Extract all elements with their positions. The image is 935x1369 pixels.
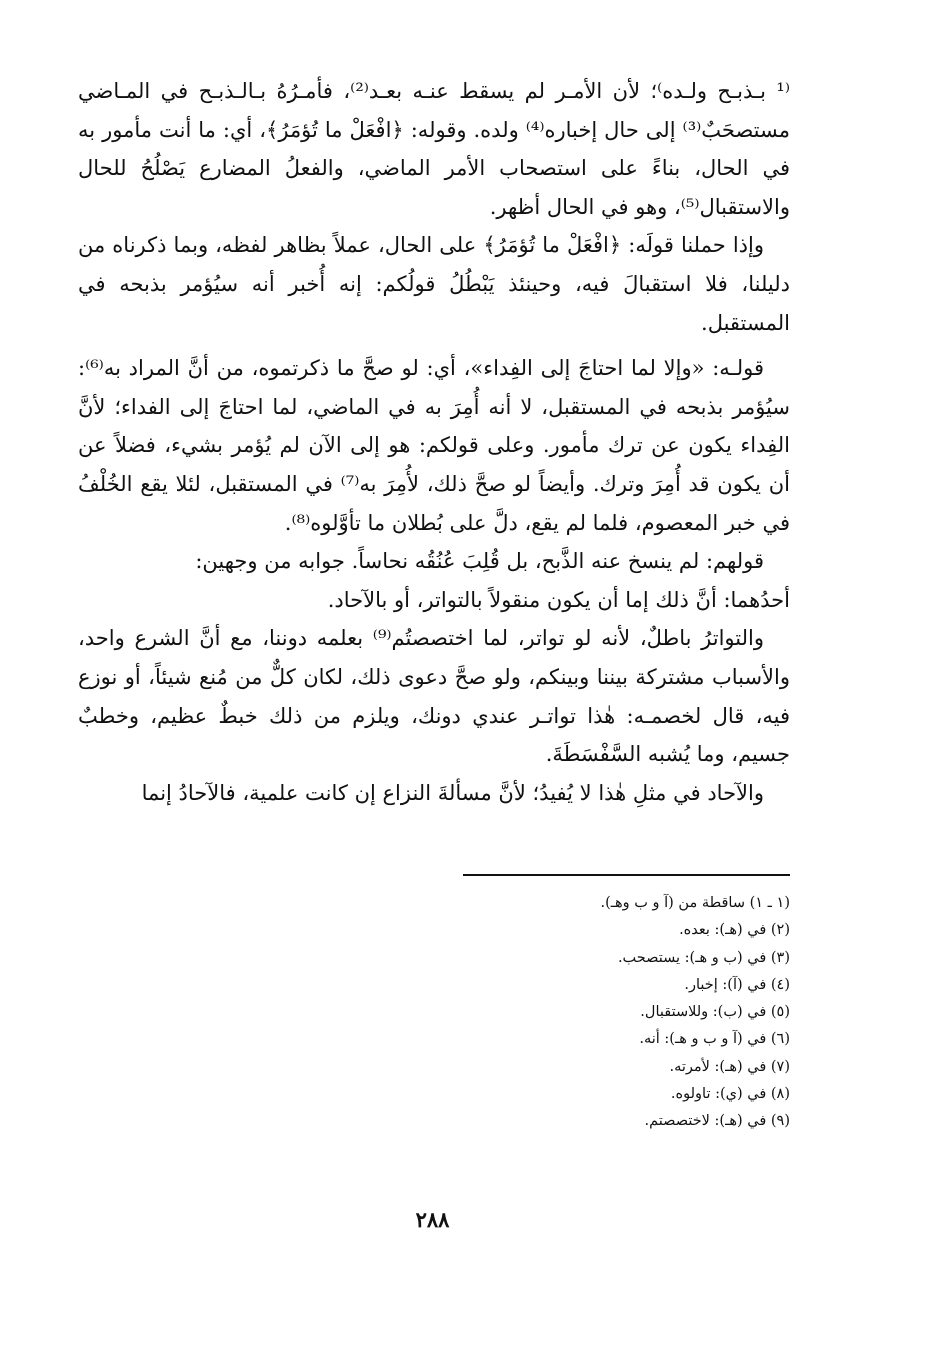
footnote-item: (٣) في (ب و هـ): يستصحب. bbox=[617, 949, 790, 966]
paragraph: قولـه: «وإلا لما احتاجَ إلى الفِداء»، أي: لو صحَّ ما ذكرتموه، من أنَّ المراد به⁽⁶⁾: سيُؤمر بذبحه في المستقبل، لا أنه أُمِرَ به في الماضي، لما احتاجَ إلى الفداء؛ لأنَّ الفِداء يكون عن ترك مأمور. وعلى قولكم: هو إلى الآن لم يُؤمر بشيء، فضلاً عن أن يكون قد أُمِرَ وترك. وأيضاً لو صحَّ ذلك، لأُمِرَ به⁽⁷⁾ في المستقبل، لئلا يقع الخُلْفُ في خبر المعصوم، فلما لم يقع، دلَّ على بُطلان ما تأوَّلوه⁽⁸⁾. bbox=[78, 356, 790, 535]
paragraph: أحدُهما: أنَّ ذلك إما أن يكون منقولاً بالتواتر، أو بالآحاد. bbox=[327, 587, 790, 612]
footnote-separator bbox=[463, 874, 790, 876]
footnote-item: (٧) في (هـ): لأمرته. bbox=[669, 1058, 790, 1075]
footnote-item: (٩) في (هـ): لاختصصتم. bbox=[644, 1113, 790, 1130]
paragraph: والتواترُ باطلٌ، لأنه لو تواتر، لما اختصصتُم⁽⁹⁾ بعلمه دوننا، مع أنَّ الشرع واحد، والأسباب مشتركة بيننا وبينكم، ولو صحَّ دعوى ذلك، لكان كلٌّ من مُنع شيئاً، أو نوزع فيه، قال لخصمـه: هٰذا تواتـر عندي دونك، ويلزم من ذلك خبطٌ عظيم، وخطبٌ جسيم، وما يُشبه السَّفْسَطَةَ. bbox=[78, 626, 790, 767]
page-number: ٢٨٨ bbox=[415, 1207, 450, 1232]
footnote-item: (١ ـ ١) ساقطة من (آ و ب وهـ). bbox=[600, 895, 790, 911]
paragraph: والآحاد في مثلِ هٰذا لا يُفيدُ؛ لأنَّ مسألةَ النزاع إن كانت علمية، فالآحادُ إنما bbox=[141, 780, 764, 805]
footnote-item: (٨) في (ي): تاولوه. bbox=[670, 1086, 790, 1103]
paragraph: قولهم: لم ينسخ عنه الذَّبح، بل قُلِبَ عُنُقُه نحاساً. جوابه من وجهين: bbox=[195, 549, 764, 574]
footnote-item: (٦) في (آ و ب و هـ): أنه. bbox=[639, 1031, 790, 1048]
footnote-item: (٢) في (هـ): بعده. bbox=[679, 922, 790, 939]
main-text-body bbox=[78, 72, 790, 812]
paragraph: ⁽¹ بـذبـح ولـده⁾؛ لأن الأمـر لم يسقط عنـه بعـد⁽²⁾، فأمـرُهُ بـالـذبـح في المـاضي مستصحَبٌ⁽³⁾ إلى حال إخباره⁽⁴⁾ ولده. وقوله: ﴿افْعَلْ ما تُؤمَرُ﴾، أي: ما أنت مأمور به في الحال، بناءً على استصحاب الأمر الماضي، والفعلُ المضارع يَصْلُحُ للحال والاستقبال⁽⁵⁾، وهو في الحال أظهر. bbox=[78, 79, 790, 219]
footnotes-list bbox=[440, 890, 790, 1136]
paragraph: وإذا حملنا قولَه: ﴿افْعَلْ ما تُؤمَرُ﴾ على الحال، عملاً بظاهر لفظه، وبما ذكرناه من دليلنا، فلا استقبالَ فيه، وحينئذ يَبْطُلُ قولُكم: إنه أُخبر أنه سيُؤمر بذبحه في المستقبل. bbox=[78, 233, 790, 335]
footnote-item: (٥) في (ب): وللاستقبال. bbox=[640, 1004, 790, 1021]
footnote-item: (٤) في (آ): إخبار. bbox=[684, 976, 790, 993]
